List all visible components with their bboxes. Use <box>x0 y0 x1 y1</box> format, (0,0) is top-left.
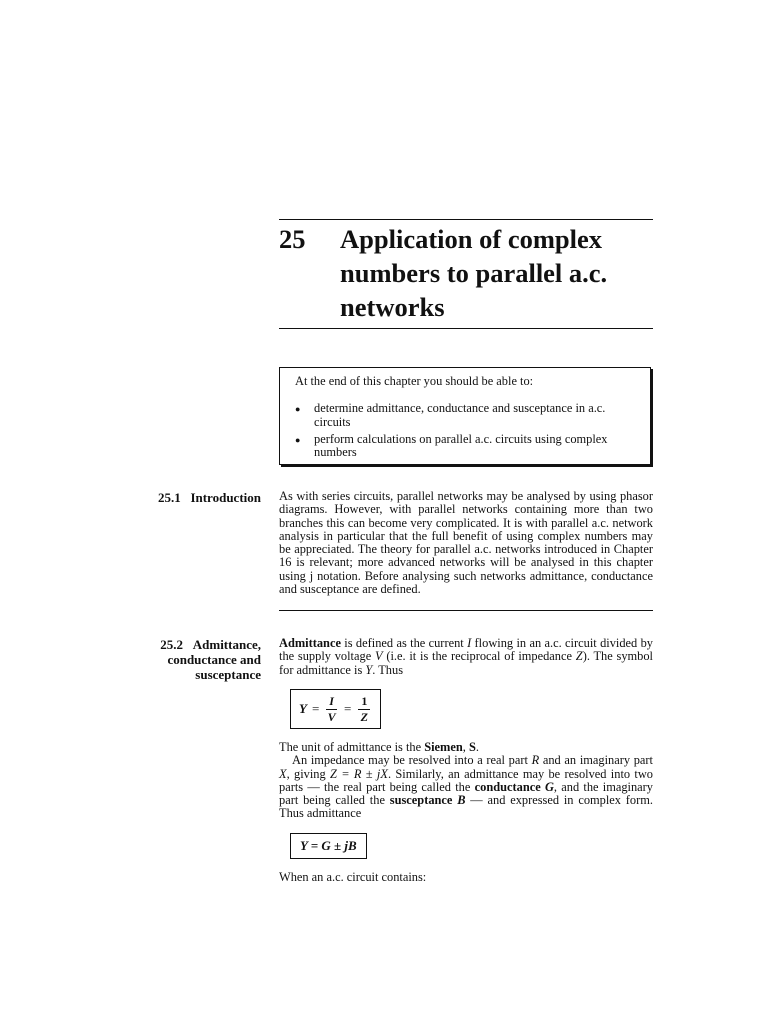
chapter-number: 25 <box>279 224 306 254</box>
symbol-r: R <box>531 753 540 768</box>
introduction-paragraph: As with series circuits, parallel networks may be analysed by using phasor diagrams. However, with parallel networks containing more than two branches this can become very complicated. It is with parallel a.c. network analysis in particular that the full benefit of using complex numbers may be appreciated. The theory for parallel a.c. networks introduced in Chapter 16 is relevant; more advanced networks will be analysed in this chapter using j notation. Before analysing such networks admittance, conductance and susceptance are defined. <box>279 489 653 597</box>
bullet-icon: ● <box>295 404 301 414</box>
text-run: , <box>462 740 469 754</box>
chapter-top-rule <box>279 219 653 220</box>
chapter-bottom-rule <box>279 328 653 329</box>
text-run: flowing in an a.c. circuit divided by the supply voltage <box>279 636 653 664</box>
section-title-line: Admittance, <box>192 637 261 652</box>
impedance-expression: Z = R ± jX <box>330 766 388 781</box>
chapter-title: Application of complex numbers to parallel a.c. networks <box>340 224 608 322</box>
term-admittance: Admittance <box>279 636 341 650</box>
text-run: ). The symbol for admittance is <box>279 649 653 677</box>
last-line-text: When an a.c. circuit contains: <box>279 870 427 884</box>
unit-sentence <box>279 741 653 754</box>
section-title-line: conductance and <box>167 652 261 667</box>
section-25-2-heading <box>120 637 261 682</box>
section-title: Introduction <box>190 490 261 505</box>
section-number: 25.1 <box>157 490 181 505</box>
learning-objectives-box <box>279 367 651 465</box>
section-title-line: susceptance <box>195 667 261 682</box>
equals-sign: = <box>311 701 320 716</box>
fraction-1-over-z <box>358 695 370 724</box>
admittance-explanation <box>279 741 653 821</box>
fraction-numerator: 1 <box>358 695 370 710</box>
complex-admittance-formula-box <box>290 833 367 859</box>
text-run: , giving <box>286 766 330 781</box>
closing-line <box>279 871 653 884</box>
equals-sign: = <box>343 701 352 716</box>
text-run: The unit of admittance is the <box>279 740 425 754</box>
symbol-i: I <box>467 636 472 650</box>
term-susceptance: susceptance <box>389 793 458 808</box>
text-run: — and expressed in complex form. Thus admittance <box>279 793 653 821</box>
text-run: (i.e. it is the reciprocal of impedance <box>382 649 576 664</box>
text-run: and an imaginary part <box>539 753 653 768</box>
symbol-v: V <box>374 649 383 664</box>
text-run: , and the imaginary part being called the <box>279 779 653 808</box>
fraction-i-over-v <box>326 695 337 724</box>
objectives-list <box>295 402 635 463</box>
admittance-definition <box>279 637 653 677</box>
unit-name: Siemen <box>424 740 463 754</box>
text-run: . Thus <box>372 662 404 677</box>
fraction-denominator: Z <box>360 709 368 724</box>
text-run: is defined as the current <box>340 636 468 650</box>
section-number: 25.2 <box>160 637 183 652</box>
section-25-1-body <box>279 490 653 596</box>
objective-item <box>295 433 635 461</box>
objective-text: perform calculations on parallel a.c. circuits using complex numbers <box>314 431 608 460</box>
section-divider <box>279 610 653 611</box>
text-run: . <box>475 740 479 754</box>
impedance-paragraph <box>279 754 653 820</box>
section-25-1-heading <box>120 490 261 505</box>
objective-item <box>295 402 635 430</box>
fraction-denominator: V <box>327 709 336 724</box>
objective-text: determine admittance, conductance and susceptance in a.c. circuits <box>314 401 606 429</box>
text-run: An impedance may be resolved into a real part <box>292 753 532 768</box>
fraction-numerator: I <box>326 695 337 710</box>
text-run: . Similarly, an admittance may be resolved into two parts — the real part being called the <box>279 766 653 794</box>
objectives-intro: At the end of this chapter you should be able to: <box>295 374 534 388</box>
admittance-formula-box <box>290 689 381 729</box>
formula-lhs: Y <box>299 701 307 716</box>
unit-symbol: S <box>468 740 476 754</box>
admittance-paragraph <box>279 637 653 677</box>
complex-admittance-formula: Y = G ± jB <box>300 838 357 853</box>
symbol-b: B <box>457 793 466 808</box>
symbol-y: Y <box>365 662 373 677</box>
bullet-icon: ● <box>295 434 301 445</box>
symbol-g: G <box>544 779 554 794</box>
symbol-z: Z <box>575 649 583 664</box>
symbol-x: X <box>279 766 287 781</box>
term-conductance: conductance <box>474 779 545 794</box>
